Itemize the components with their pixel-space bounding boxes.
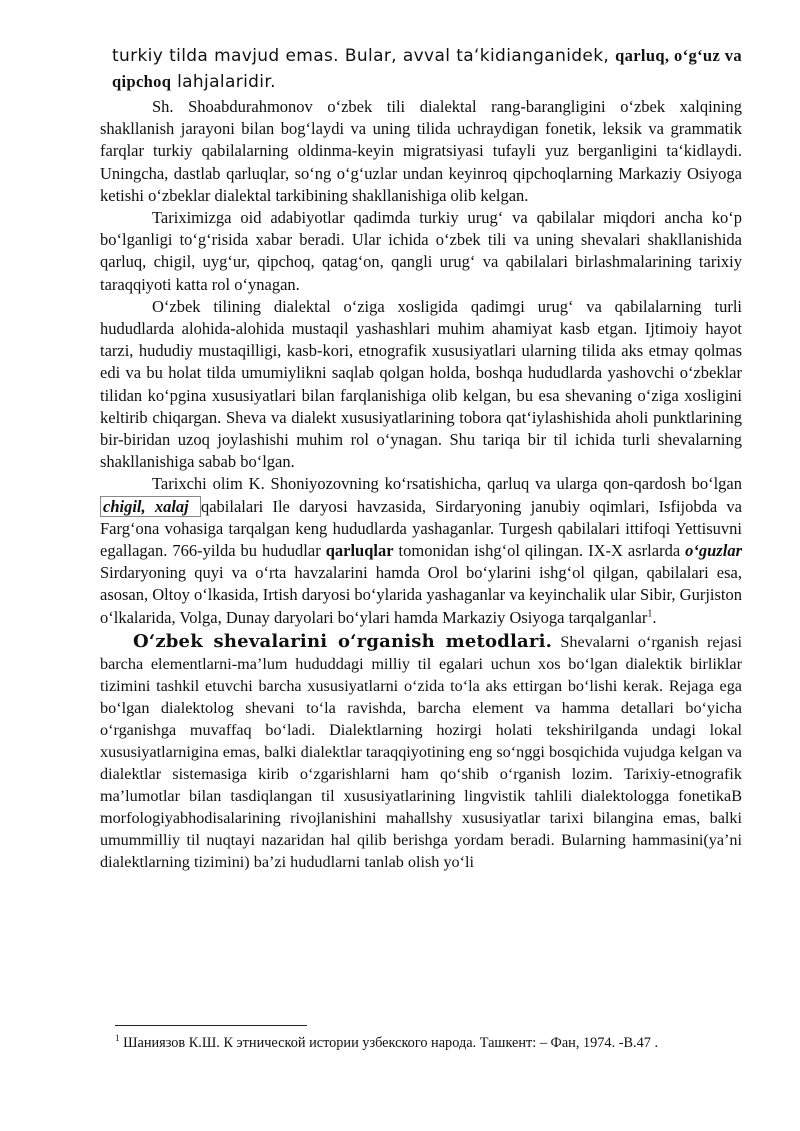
p4-text-c: tomonidan ishgʻol qilingan. IX-X asrlarda: [393, 541, 686, 561]
paragraph-methods: [100, 631, 742, 873]
p4-text-b: qabilalari Ile daryosi havzasida, Sirdaryoning janubiy oqimlari, Isfijobda va Fargʻona vohasiga tarqalgan keng hududlarda yashaganlar. Turgesh qabilalari ittifoqi Yettisuvni egallagan. 766-yilda bu hududlar: [100, 496, 743, 561]
intro-text: turkiy tilda mavjud emas. Bular, avval taʻkidianganidek,: [112, 46, 616, 66]
paragraph-shoabdurahmonov: Sh. Shoabdurahmonov oʻzbek tili dialektal rang-barangligini oʻzbek xalqining shakllanish jarayoni bilan bogʻlaydi va uning tilida uchraydigan fonetik, leksik va grammatik farqlar turkiy qabilalarning oldinma-keyin migratsiyasi tufayli yuz berganligini taʻkidlaydi. Uningcha, dastlab qarluqlar, soʻng oʻgʻuzlar undan keyinroq qipchoqlarning Markaziy Osiyoga ketishi oʻzbeklar dialektal tarkibining shakllanishiga olib kelgan.: [100, 97, 742, 205]
footnote-reference[interactable]: 1: [647, 608, 653, 620]
body-text: [100, 43, 742, 873]
footnote: [115, 1034, 755, 1052]
intro-tail: lahjalaridir.: [171, 72, 276, 92]
intro-bold-dialects: qarluq, oʻgʻuz va qipchoq: [112, 46, 742, 91]
section-heading: Oʻzbek shevalarini oʻrganish metodlari.: [133, 630, 553, 652]
term-qarluqlar: qarluqlar: [325, 541, 394, 561]
footnote-number: 1: [115, 1033, 120, 1044]
footnote-text: Шаниязов К.Ш. К этнической истории узбекского народа. Ташкент: – Фан, 1974. -В.47 .: [119, 1035, 659, 1051]
methods-text: Shevalarni oʻrganish rejasi barcha elementlarni-ma’lum hududdagi milliy til egalari uchun xos boʻlgan dialektik birliklar tizimini tashkil etuvchi barcha xususiyatlarni oʻzida toʻla aks ettirgan boʻlishi kerak. Rejaga ega boʻlgan dialektolog shevani toʻla ravishda, barcha element va hamma detallari boʻyicha oʻrganishga muvaffaq boʻladi. Dialektlarning hozirgi holati tekshirilganda undagi lokal xususiyatlarnigina emas, balki dialektlar taraqqiyotining eng soʻnggi bosqichida vujudga kelgan va dialektlar sistemasiga kirib oʻzgarishlarni ham qoʻshib oʻrganish lozim. Tarixiy-etnografik ma’lumotlar bilan tasdiqlangan til xususiyatlarining lingvistik tahlili dialektologga fonetikaB morfologiyabhodisalarining rivojlanishini mahallshy xususiyatlar tarixi bilangina emas, balki umummilliy til nuqtayi nazaridan hal qilib berishga yordam beradi. Bularning hammasini(ya’ni dialektlarning tizimini) ba’zi hududlarni tanlab olish yoʻli: [100, 632, 743, 871]
p4-text-d: Sirdaryoning quyi va oʻrta havzalarini hamda Orol boʻylarini ishgʻol qilgan, qabilalari esa, asosan, Oltoy oʻlkasida, Irtish daryosi boʻylarida yashaganlar va keyinchalik ular Sibir, Gurjiston oʻlkalarida, Volga, Dunay daryolari boʻylari hamda Markaziy Osiyoga tarqalganlar: [100, 563, 742, 627]
paragraph-historical-literature: Tariximizga oid adabiyotlar qadimda turkiy urugʻ va qabilalar miqdori ancha koʻp boʻlganligi toʻgʻrisida xabar beradi. Ular ichida oʻzbek tili va uning shevalari shakllanishida qarluq, chigil, uygʻur, qipchoq, qatagʻon, qangli urugʻ va qabilalari birlashmalarining tarixiy taraqqiyoti katta rol oʻynagan.: [100, 208, 742, 294]
footnote-separator: [115, 1025, 307, 1026]
term-oguzlar: oʻguzlar: [685, 541, 742, 561]
p4-end: .: [652, 607, 657, 627]
highlighted-term-box: chigil, xalaj: [100, 496, 201, 517]
intro-line: [112, 43, 742, 95]
paragraph-dialectal-features: Oʻzbek tilining dialektal oʻziga xosligida qadimgi urugʻ va qabilalarning turli hududlarda alohida-alohida mustaqil yashashlari muhim ahamiyat kasb etgan. Ijtimoiy hayot tarzi, hududiy mustaqilligi, kasb-kori, etnografik xususiyatlari ularning tilida aks etmay qolmas edi va bu holat tilda umumiylikni saqlab qolgan holda, boshqa hududlarda yashovchi oʻzbeklar tilidan koʻpgina xususiyatlari bilan farqlanishiga olib kelgan, bu esa shevaning oʻziga xosligini keltirib chiqargan. Sheva va dialekt xususiyatlarining tobora qatʻiylashishida aholi punktlarining bir-biridan uzoq joylashishi muhim rol oʻynagan. Shu tariqa bir til ichida turli shevalarning shakllanishiga sabab boʻlgan.: [100, 296, 742, 472]
p4-text-a: Tarixchi olim K. Shoniyozovning koʻrsatishicha, qarluq va ularga qon-qardosh boʻlgan: [152, 474, 742, 494]
paragraph-shoniyozov: [100, 473, 742, 628]
